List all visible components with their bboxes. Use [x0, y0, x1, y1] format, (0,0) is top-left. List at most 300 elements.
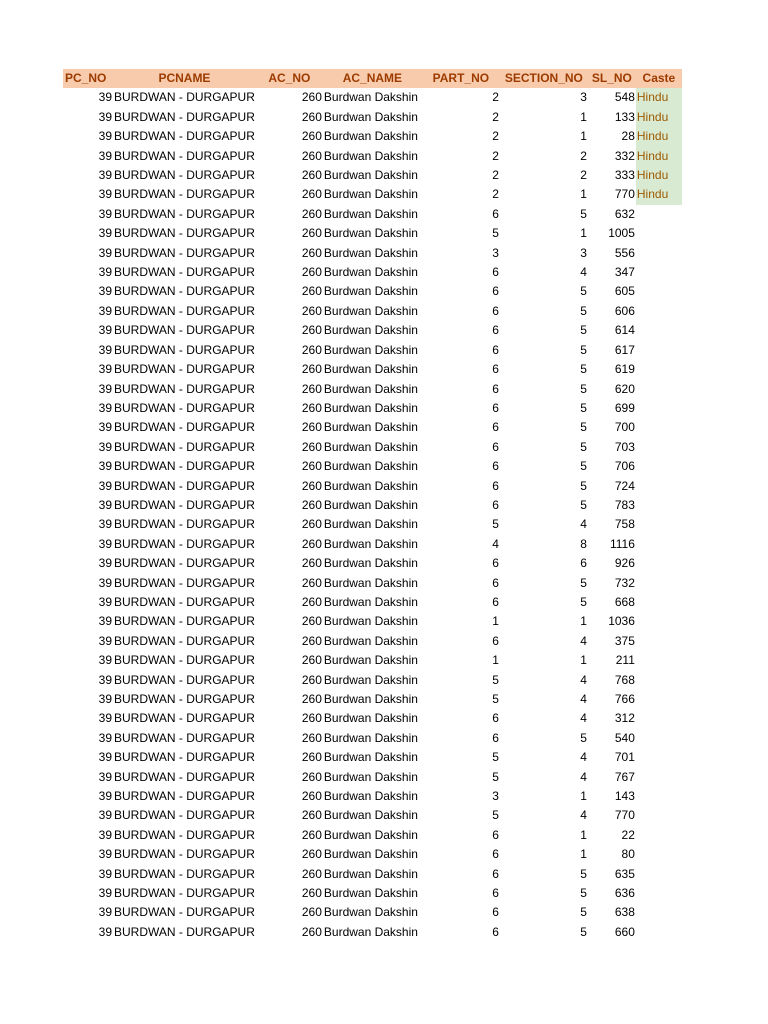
- section-no-cell: 5: [580, 439, 587, 454]
- ac-name-cell: Burdwan Dakshin: [323, 789, 418, 804]
- sl-no-cell: 768: [614, 672, 635, 687]
- part-no-cell: 6: [492, 556, 499, 571]
- table-body: [63, 88, 682, 942]
- pc-no-cell: 39: [98, 226, 112, 241]
- section-no-cell: 5: [580, 303, 587, 318]
- pcname-cell: BURDWAN - DURGAPUR: [114, 439, 255, 454]
- sl-no-cell: 312: [614, 711, 635, 726]
- section-no-cell: 4: [580, 808, 587, 823]
- ac-name-cell: Burdwan Dakshin: [323, 303, 418, 318]
- ac-no-cell: 260: [301, 303, 322, 318]
- sl-no-cell: 1036: [608, 614, 635, 629]
- caste-cell: [636, 496, 682, 515]
- header-pc-no: PC_NO: [63, 69, 113, 88]
- section-no-cell: 3: [580, 245, 587, 260]
- ac-name-cell: Burdwan Dakshin: [323, 497, 418, 512]
- ac-no-cell: 260: [301, 245, 322, 260]
- section-no-cell: 6: [580, 556, 587, 571]
- pcname-cell: BURDWAN - DURGAPUR: [114, 478, 255, 493]
- header-part-no: PART_NO: [422, 69, 500, 88]
- ac-no-cell: 260: [301, 187, 322, 202]
- ac-no-cell: 260: [301, 594, 322, 609]
- part-no-cell: 6: [492, 342, 499, 357]
- table-row: [63, 651, 682, 670]
- pc-no-cell: 39: [98, 168, 112, 183]
- ac-name-cell: Burdwan Dakshin: [323, 284, 418, 299]
- ac-name-cell: Burdwan Dakshin: [323, 459, 418, 474]
- pcname-cell: BURDWAN - DURGAPUR: [114, 536, 255, 551]
- section-no-cell: 1: [580, 129, 587, 144]
- pcname-cell: BURDWAN - DURGAPUR: [114, 847, 255, 862]
- ac-name-cell: Burdwan Dakshin: [323, 265, 418, 280]
- section-no-cell: 1: [580, 614, 587, 629]
- table-row: [63, 593, 682, 612]
- part-no-cell: 2: [492, 129, 499, 144]
- part-no-cell: 6: [492, 497, 499, 512]
- pcname-cell: BURDWAN - DURGAPUR: [114, 575, 255, 590]
- caste-cell: [636, 729, 682, 748]
- section-no-cell: 5: [580, 381, 587, 396]
- ac-no-cell: 260: [301, 614, 322, 629]
- table-row: [63, 302, 682, 321]
- sl-no-cell: 605: [614, 284, 635, 299]
- pc-no-cell: 39: [98, 711, 112, 726]
- part-no-cell: 6: [492, 847, 499, 862]
- pc-no-cell: 39: [98, 653, 112, 668]
- pc-no-cell: 39: [98, 692, 112, 706]
- part-no-cell: 5: [492, 672, 499, 687]
- pcname-cell: BURDWAN - DURGAPUR: [114, 245, 255, 260]
- pc-no-cell: 39: [98, 303, 112, 318]
- pc-no-cell: 39: [98, 187, 112, 202]
- sl-no-cell: 347: [614, 265, 635, 280]
- sl-no-cell: 1005: [608, 226, 635, 241]
- pcname-cell: BURDWAN - DURGAPUR: [114, 692, 255, 706]
- section-no-cell: 1: [580, 109, 587, 124]
- part-no-cell: 6: [492, 420, 499, 435]
- section-no-cell: 5: [580, 342, 587, 357]
- part-no-cell: 5: [492, 769, 499, 784]
- section-no-cell: 4: [580, 769, 587, 784]
- ac-no-cell: 260: [301, 265, 322, 280]
- caste-cell: [636, 845, 682, 864]
- ac-name-cell: Burdwan Dakshin: [323, 750, 418, 765]
- pcname-cell: BURDWAN - DURGAPUR: [114, 323, 255, 338]
- pc-no-cell: 39: [98, 808, 112, 823]
- ac-name-cell: Burdwan Dakshin: [323, 730, 418, 745]
- ac-name-cell: Burdwan Dakshin: [323, 90, 418, 105]
- ac-no-cell: 260: [301, 827, 322, 842]
- pc-no-cell: 39: [98, 517, 112, 532]
- pcname-cell: BURDWAN - DURGAPUR: [114, 109, 255, 124]
- table-row: [63, 787, 682, 806]
- ac-no-cell: 260: [301, 226, 322, 241]
- ac-no-cell: 260: [301, 866, 322, 881]
- ac-no-cell: 260: [301, 517, 322, 532]
- part-no-cell: 5: [492, 750, 499, 765]
- ac-no-cell: 260: [301, 575, 322, 590]
- table-row: [63, 205, 682, 224]
- table-row: [63, 496, 682, 515]
- part-no-cell: 2: [492, 90, 499, 105]
- part-no-cell: 6: [492, 730, 499, 745]
- pc-no-cell: 39: [98, 206, 112, 221]
- pc-no-cell: 39: [98, 750, 112, 765]
- part-no-cell: 6: [492, 905, 499, 920]
- pcname-cell: BURDWAN - DURGAPUR: [114, 711, 255, 726]
- caste-cell: [636, 651, 682, 670]
- caste-cell: [636, 282, 682, 301]
- caste-cell: [636, 865, 682, 884]
- pc-no-cell: 39: [98, 556, 112, 571]
- table-row: [63, 244, 682, 263]
- sl-no-cell: 701: [614, 750, 635, 765]
- caste-cell: Hindu: [636, 108, 682, 127]
- ac-name-cell: Burdwan Dakshin: [323, 672, 418, 687]
- ac-name-cell: Burdwan Dakshin: [323, 187, 418, 202]
- caste-cell: [636, 205, 682, 224]
- sl-no-cell: 143: [614, 789, 635, 804]
- section-no-cell: 5: [580, 420, 587, 435]
- sl-no-cell: 333: [614, 168, 635, 183]
- section-no-cell: 2: [580, 168, 587, 183]
- pc-no-cell: 39: [98, 924, 112, 939]
- pc-no-cell: 39: [98, 148, 112, 163]
- section-no-cell: 4: [580, 750, 587, 765]
- ac-name-cell: Burdwan Dakshin: [323, 692, 418, 706]
- ac-name-cell: Burdwan Dakshin: [323, 594, 418, 609]
- pcname-cell: BURDWAN - DURGAPUR: [114, 517, 255, 532]
- ac-name-cell: Burdwan Dakshin: [323, 148, 418, 163]
- pcname-cell: BURDWAN - DURGAPUR: [114, 653, 255, 668]
- ac-name-cell: Burdwan Dakshin: [323, 847, 418, 862]
- pcname-cell: BURDWAN - DURGAPUR: [114, 381, 255, 396]
- part-no-cell: 6: [492, 924, 499, 939]
- pcname-cell: BURDWAN - DURGAPUR: [114, 789, 255, 804]
- part-no-cell: 6: [492, 575, 499, 590]
- section-no-cell: 4: [580, 672, 587, 687]
- section-no-cell: 4: [580, 711, 587, 726]
- pc-no-cell: 39: [98, 769, 112, 784]
- table-row: [63, 457, 682, 476]
- ac-name-cell: Burdwan Dakshin: [323, 866, 418, 881]
- pc-no-cell: 39: [98, 459, 112, 474]
- caste-cell: Hindu: [636, 127, 682, 146]
- pc-no-cell: 39: [98, 672, 112, 687]
- ac-no-cell: 260: [301, 653, 322, 668]
- pcname-cell: BURDWAN - DURGAPUR: [114, 905, 255, 920]
- pc-no-cell: 39: [98, 536, 112, 551]
- ac-no-cell: 260: [301, 323, 322, 338]
- ac-name-cell: Burdwan Dakshin: [323, 808, 418, 823]
- pc-no-cell: 39: [98, 265, 112, 280]
- pcname-cell: BURDWAN - DURGAPUR: [114, 633, 255, 648]
- caste-cell: [636, 535, 682, 554]
- section-no-cell: 1: [580, 827, 587, 842]
- section-no-cell: 2: [580, 148, 587, 163]
- sl-no-cell: 636: [614, 886, 635, 901]
- table-row: [63, 515, 682, 534]
- table-row: [63, 903, 682, 922]
- ac-name-cell: Burdwan Dakshin: [323, 420, 418, 435]
- pcname-cell: BURDWAN - DURGAPUR: [114, 187, 255, 202]
- caste-cell: [636, 321, 682, 340]
- table-row: [63, 418, 682, 437]
- pcname-cell: BURDWAN - DURGAPUR: [114, 206, 255, 221]
- part-no-cell: 6: [492, 400, 499, 415]
- ac-no-cell: 260: [301, 342, 322, 357]
- header-section-no: SECTION_NO: [500, 69, 588, 88]
- pcname-cell: BURDWAN - DURGAPUR: [114, 827, 255, 842]
- ac-no-cell: 260: [301, 381, 322, 396]
- table-row: [63, 127, 682, 146]
- caste-cell: [636, 302, 682, 321]
- ac-no-cell: 260: [301, 730, 322, 745]
- ac-name-cell: Burdwan Dakshin: [323, 323, 418, 338]
- part-no-cell: 6: [492, 362, 499, 377]
- ac-name-cell: Burdwan Dakshin: [323, 226, 418, 241]
- pc-no-cell: 39: [98, 109, 112, 124]
- pc-no-cell: 39: [98, 381, 112, 396]
- table-row: [63, 438, 682, 457]
- section-no-cell: 5: [580, 284, 587, 299]
- part-no-cell: 5: [492, 226, 499, 241]
- table-row: [63, 224, 682, 243]
- sl-no-cell: 724: [614, 478, 635, 493]
- sl-no-cell: 548: [614, 90, 635, 105]
- pcname-cell: BURDWAN - DURGAPUR: [114, 303, 255, 318]
- caste-cell: [636, 748, 682, 767]
- ac-no-cell: 260: [301, 439, 322, 454]
- table-row: [63, 729, 682, 748]
- pc-no-cell: 39: [98, 129, 112, 144]
- ac-name-cell: Burdwan Dakshin: [323, 711, 418, 726]
- section-no-cell: 8: [580, 536, 587, 551]
- sl-no-cell: 632: [614, 206, 635, 221]
- pcname-cell: BURDWAN - DURGAPUR: [114, 866, 255, 881]
- sl-no-cell: 133: [614, 109, 635, 124]
- sl-no-cell: 732: [614, 575, 635, 590]
- sl-no-cell: 638: [614, 905, 635, 920]
- pc-no-cell: 39: [98, 420, 112, 435]
- caste-cell: [636, 593, 682, 612]
- pcname-cell: BURDWAN - DURGAPUR: [114, 614, 255, 629]
- pcname-cell: BURDWAN - DURGAPUR: [114, 168, 255, 183]
- pcname-cell: BURDWAN - DURGAPUR: [114, 342, 255, 357]
- ac-name-cell: Burdwan Dakshin: [323, 129, 418, 144]
- section-no-cell: 1: [580, 653, 587, 668]
- caste-cell: [636, 632, 682, 651]
- pcname-cell: BURDWAN - DURGAPUR: [114, 750, 255, 765]
- section-no-cell: 1: [580, 226, 587, 241]
- caste-cell: [636, 806, 682, 825]
- header-sl-no: SL_NO: [588, 69, 636, 88]
- ac-name-cell: Burdwan Dakshin: [323, 439, 418, 454]
- sl-no-cell: 767: [614, 769, 635, 784]
- ac-no-cell: 260: [301, 109, 322, 124]
- part-no-cell: 6: [492, 633, 499, 648]
- caste-cell: Hindu: [636, 185, 682, 204]
- ac-no-cell: 260: [301, 556, 322, 571]
- header-pcname: PCNAME: [113, 69, 256, 88]
- ac-name-cell: Burdwan Dakshin: [323, 478, 418, 493]
- pc-no-cell: 39: [98, 439, 112, 454]
- pc-no-cell: 39: [98, 575, 112, 590]
- part-no-cell: 4: [492, 536, 499, 551]
- pc-no-cell: 39: [98, 362, 112, 377]
- ac-no-cell: 260: [301, 129, 322, 144]
- pc-no-cell: 39: [98, 400, 112, 415]
- part-no-cell: 5: [492, 808, 499, 823]
- ac-no-cell: 260: [301, 478, 322, 493]
- caste-cell: [636, 263, 682, 282]
- ac-name-cell: Burdwan Dakshin: [323, 769, 418, 784]
- pc-no-cell: 39: [98, 284, 112, 299]
- table-row: [63, 865, 682, 884]
- ac-name-cell: Burdwan Dakshin: [323, 886, 418, 901]
- ac-no-cell: 260: [301, 905, 322, 920]
- caste-cell: [636, 515, 682, 534]
- ac-no-cell: 260: [301, 400, 322, 415]
- section-no-cell: 5: [580, 924, 587, 939]
- ac-no-cell: 260: [301, 459, 322, 474]
- ac-no-cell: 260: [301, 362, 322, 377]
- ac-no-cell: 260: [301, 168, 322, 183]
- part-no-cell: 6: [492, 594, 499, 609]
- ac-name-cell: Burdwan Dakshin: [323, 381, 418, 396]
- ac-no-cell: 260: [301, 148, 322, 163]
- part-no-cell: 6: [492, 303, 499, 318]
- pcname-cell: BURDWAN - DURGAPUR: [114, 148, 255, 163]
- caste-cell: [636, 457, 682, 476]
- ac-no-cell: 260: [301, 750, 322, 765]
- caste-cell: Hindu: [636, 88, 682, 107]
- sl-no-cell: 211: [615, 653, 635, 668]
- sl-no-cell: 614: [614, 323, 635, 338]
- section-no-cell: 4: [580, 692, 587, 706]
- ac-no-cell: 260: [301, 692, 322, 706]
- sl-no-cell: 556: [614, 245, 635, 260]
- pc-no-cell: 39: [98, 633, 112, 648]
- sl-no-cell: 375: [614, 633, 635, 648]
- sl-no-cell: 770: [614, 808, 635, 823]
- caste-cell: Hindu: [636, 166, 682, 185]
- table-row: [63, 360, 682, 379]
- part-no-cell: 6: [492, 284, 499, 299]
- sl-no-cell: 770: [614, 187, 635, 202]
- sl-no-cell: 606: [614, 303, 635, 318]
- section-no-cell: 5: [580, 400, 587, 415]
- part-no-cell: 6: [492, 478, 499, 493]
- table-row: [63, 671, 682, 690]
- ac-no-cell: 260: [301, 420, 322, 435]
- header-ac-no: AC_NO: [256, 69, 323, 88]
- ac-name-cell: Burdwan Dakshin: [323, 168, 418, 183]
- ac-no-cell: 260: [301, 206, 322, 221]
- part-no-cell: 5: [492, 692, 499, 706]
- ac-no-cell: 260: [301, 808, 322, 823]
- ac-name-cell: Burdwan Dakshin: [323, 575, 418, 590]
- table-row: [63, 884, 682, 903]
- pc-no-cell: 39: [98, 789, 112, 804]
- caste-cell: [636, 477, 682, 496]
- caste-cell: [636, 923, 682, 942]
- part-no-cell: 6: [492, 265, 499, 280]
- pcname-cell: BURDWAN - DURGAPUR: [114, 362, 255, 377]
- pcname-cell: BURDWAN - DURGAPUR: [114, 284, 255, 299]
- pcname-cell: BURDWAN - DURGAPUR: [114, 420, 255, 435]
- pc-no-cell: 39: [98, 478, 112, 493]
- sl-no-cell: 783: [614, 497, 635, 512]
- caste-cell: [636, 380, 682, 399]
- table-row: [63, 845, 682, 864]
- table-row: [63, 690, 682, 709]
- section-no-cell: 1: [580, 187, 587, 202]
- caste-cell: [636, 574, 682, 593]
- table-row: [63, 263, 682, 282]
- section-no-cell: 5: [580, 459, 587, 474]
- pcname-cell: BURDWAN - DURGAPUR: [114, 886, 255, 901]
- table-row: [63, 282, 682, 301]
- sl-no-cell: 620: [614, 381, 635, 396]
- ac-no-cell: 260: [301, 536, 322, 551]
- sl-no-cell: 706: [614, 459, 635, 474]
- ac-no-cell: 260: [301, 497, 322, 512]
- caste-cell: [636, 787, 682, 806]
- table-row: [63, 147, 682, 166]
- sl-no-cell: 660: [614, 924, 635, 939]
- section-no-cell: 3: [580, 90, 587, 105]
- ac-no-cell: 260: [301, 284, 322, 299]
- table-row: [63, 554, 682, 573]
- table-row: [63, 923, 682, 942]
- part-no-cell: 5: [492, 517, 499, 532]
- table-row: [63, 768, 682, 787]
- section-no-cell: 1: [580, 847, 587, 862]
- part-no-cell: 6: [492, 866, 499, 881]
- pc-no-cell: 39: [98, 827, 112, 842]
- caste-cell: [636, 399, 682, 418]
- table-row: [63, 612, 682, 631]
- sl-no-cell: 758: [614, 517, 635, 532]
- part-no-cell: 6: [492, 206, 499, 221]
- ac-no-cell: 260: [301, 711, 322, 726]
- ac-no-cell: 260: [301, 847, 322, 862]
- pc-no-cell: 39: [98, 245, 112, 260]
- table-row: [63, 88, 682, 107]
- section-no-cell: 5: [580, 478, 587, 493]
- section-no-cell: 4: [580, 633, 587, 648]
- section-no-cell: 4: [580, 265, 587, 280]
- part-no-cell: 6: [492, 711, 499, 726]
- voter-table: [63, 69, 682, 942]
- pc-no-cell: 39: [98, 497, 112, 512]
- ac-name-cell: Burdwan Dakshin: [323, 342, 418, 357]
- part-no-cell: 6: [492, 381, 499, 396]
- ac-name-cell: Burdwan Dakshin: [323, 109, 418, 124]
- ac-no-cell: 260: [301, 886, 322, 901]
- table-row: [63, 806, 682, 825]
- part-no-cell: 2: [492, 109, 499, 124]
- sl-no-cell: 703: [614, 439, 635, 454]
- table-row: [63, 399, 682, 418]
- caste-cell: [636, 554, 682, 573]
- pc-no-cell: 39: [98, 614, 112, 629]
- section-no-cell: 5: [580, 730, 587, 745]
- pcname-cell: BURDWAN - DURGAPUR: [114, 459, 255, 474]
- part-no-cell: 1: [492, 614, 499, 629]
- caste-cell: [636, 884, 682, 903]
